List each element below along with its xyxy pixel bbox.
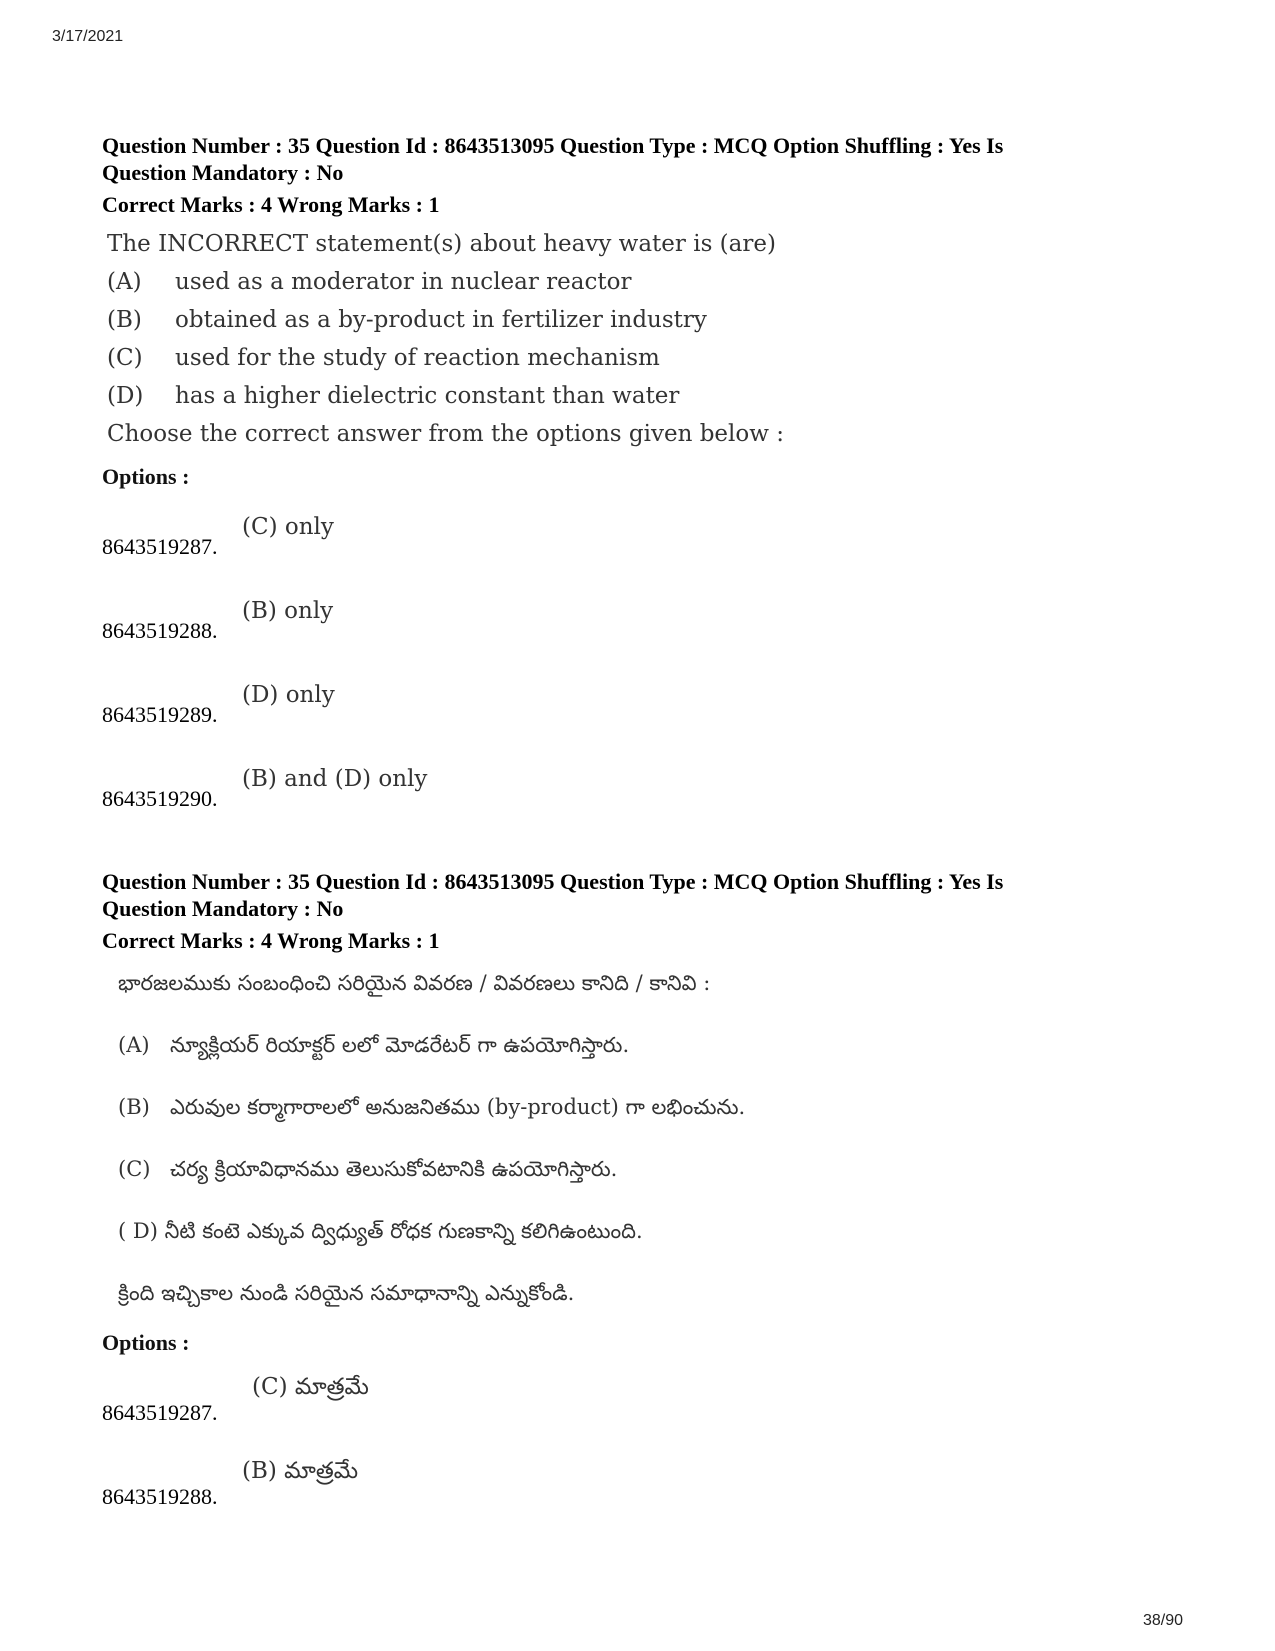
page-number: 38/90 bbox=[1142, 1612, 1183, 1629]
option-row bbox=[102, 1440, 1182, 1524]
statement-d: ( D) నీటి కంటె ఎక్కువ ద్విధ్యుత్ రోధక గుణకాన్ని కలిగిఉంటుంది. bbox=[118, 1219, 643, 1243]
question-block-english bbox=[102, 132, 1182, 826]
statement-b bbox=[102, 1092, 1182, 1122]
statement-b bbox=[102, 304, 1182, 336]
statement-a bbox=[102, 266, 1182, 298]
question-stem: The INCORRECT statement(s) about heavy water is (are) bbox=[107, 231, 776, 257]
question-meta-line-2: Question Mandatory : No bbox=[102, 160, 344, 185]
question-body bbox=[102, 228, 1182, 450]
statement-a bbox=[102, 1030, 1182, 1060]
question-body bbox=[102, 968, 1182, 1308]
option-id: 8643519290. bbox=[102, 786, 218, 811]
statement-letter: (C) bbox=[118, 1157, 151, 1181]
statement-text: has a higher dielectric constant than water bbox=[175, 383, 680, 409]
statement-text: న్యూక్లియర్ రియాక్టర్ లలో మోడరేటర్ గా ఉపయోగిస్తారు. bbox=[170, 1033, 630, 1057]
option-row bbox=[102, 658, 1182, 742]
option-text: (B) మాత్రమే bbox=[242, 1458, 359, 1484]
question-marks: Correct Marks : 4 Wrong Marks : 1 bbox=[102, 192, 440, 217]
option-id: 8643519288. bbox=[102, 618, 218, 643]
statement-letter: (A) bbox=[107, 269, 142, 295]
question-stem: భారజలముకు సంబంధించి సరియైన వివరణ / వివరణలు కానిది / కానివి : bbox=[118, 971, 711, 995]
question-block-telugu bbox=[102, 868, 1182, 1524]
option-row bbox=[102, 742, 1182, 826]
statement-letter: (B) bbox=[107, 307, 142, 333]
option-row bbox=[102, 490, 1182, 574]
statement-letter: (B) bbox=[118, 1095, 150, 1119]
option-text: (D) only bbox=[242, 682, 335, 708]
question-marks: Correct Marks : 4 Wrong Marks : 1 bbox=[102, 928, 440, 953]
statement-c bbox=[102, 342, 1182, 374]
option-text: (B) only bbox=[242, 598, 334, 624]
option-row bbox=[102, 1356, 1182, 1440]
statement-c bbox=[102, 1154, 1182, 1184]
statement-text: used for the study of reaction mechanism bbox=[175, 345, 660, 371]
question-instruction: Choose the correct answer from the options given below : bbox=[107, 421, 784, 447]
option-id: 8643519289. bbox=[102, 702, 218, 727]
option-id: 8643519287. bbox=[102, 534, 218, 559]
question-meta-line-1: Question Number : 35 Question Id : 8643513095 Question Type : MCQ Option Shuffling : Yes Is bbox=[102, 869, 1004, 894]
statement-text: ఎరువుల కర్మాగారాలలో అనుజనితము (by-product) గా లభించును. bbox=[170, 1095, 746, 1119]
option-text: (C) only bbox=[242, 514, 334, 540]
option-text: (C) మాత్రమే bbox=[252, 1374, 369, 1400]
print-date: 3/17/2021 bbox=[52, 28, 124, 45]
question-instruction: క్రింది ఇచ్చికాల నుండి సరియైన సమాధానాన్ని ఎన్నుకోండి. bbox=[118, 1281, 575, 1305]
statement-d bbox=[102, 380, 1182, 412]
statement-letter: (A) bbox=[118, 1033, 150, 1057]
option-id: 8643519288. bbox=[102, 1484, 218, 1509]
question-meta-line-1: Question Number : 35 Question Id : 8643513095 Question Type : MCQ Option Shuffling : Yes Is bbox=[102, 133, 1004, 158]
option-text: (B) and (D) only bbox=[242, 766, 428, 792]
option-row bbox=[102, 574, 1182, 658]
question-meta-line-2: Question Mandatory : No bbox=[102, 896, 344, 921]
options-label: Options : bbox=[102, 1330, 190, 1355]
statement-text: used as a moderator in nuclear reactor bbox=[175, 269, 632, 295]
statement-letter: (D) bbox=[107, 383, 144, 409]
statement-letter: (C) bbox=[107, 345, 143, 371]
options-label: Options : bbox=[102, 464, 190, 489]
statement-text: చర్య క్రియావిధానము తెలుసుకోవటానికి ఉపయోగిస్తారు. bbox=[170, 1157, 618, 1181]
option-id: 8643519287. bbox=[102, 1400, 218, 1425]
statement-text: obtained as a by-product in fertilizer industry bbox=[175, 307, 707, 333]
